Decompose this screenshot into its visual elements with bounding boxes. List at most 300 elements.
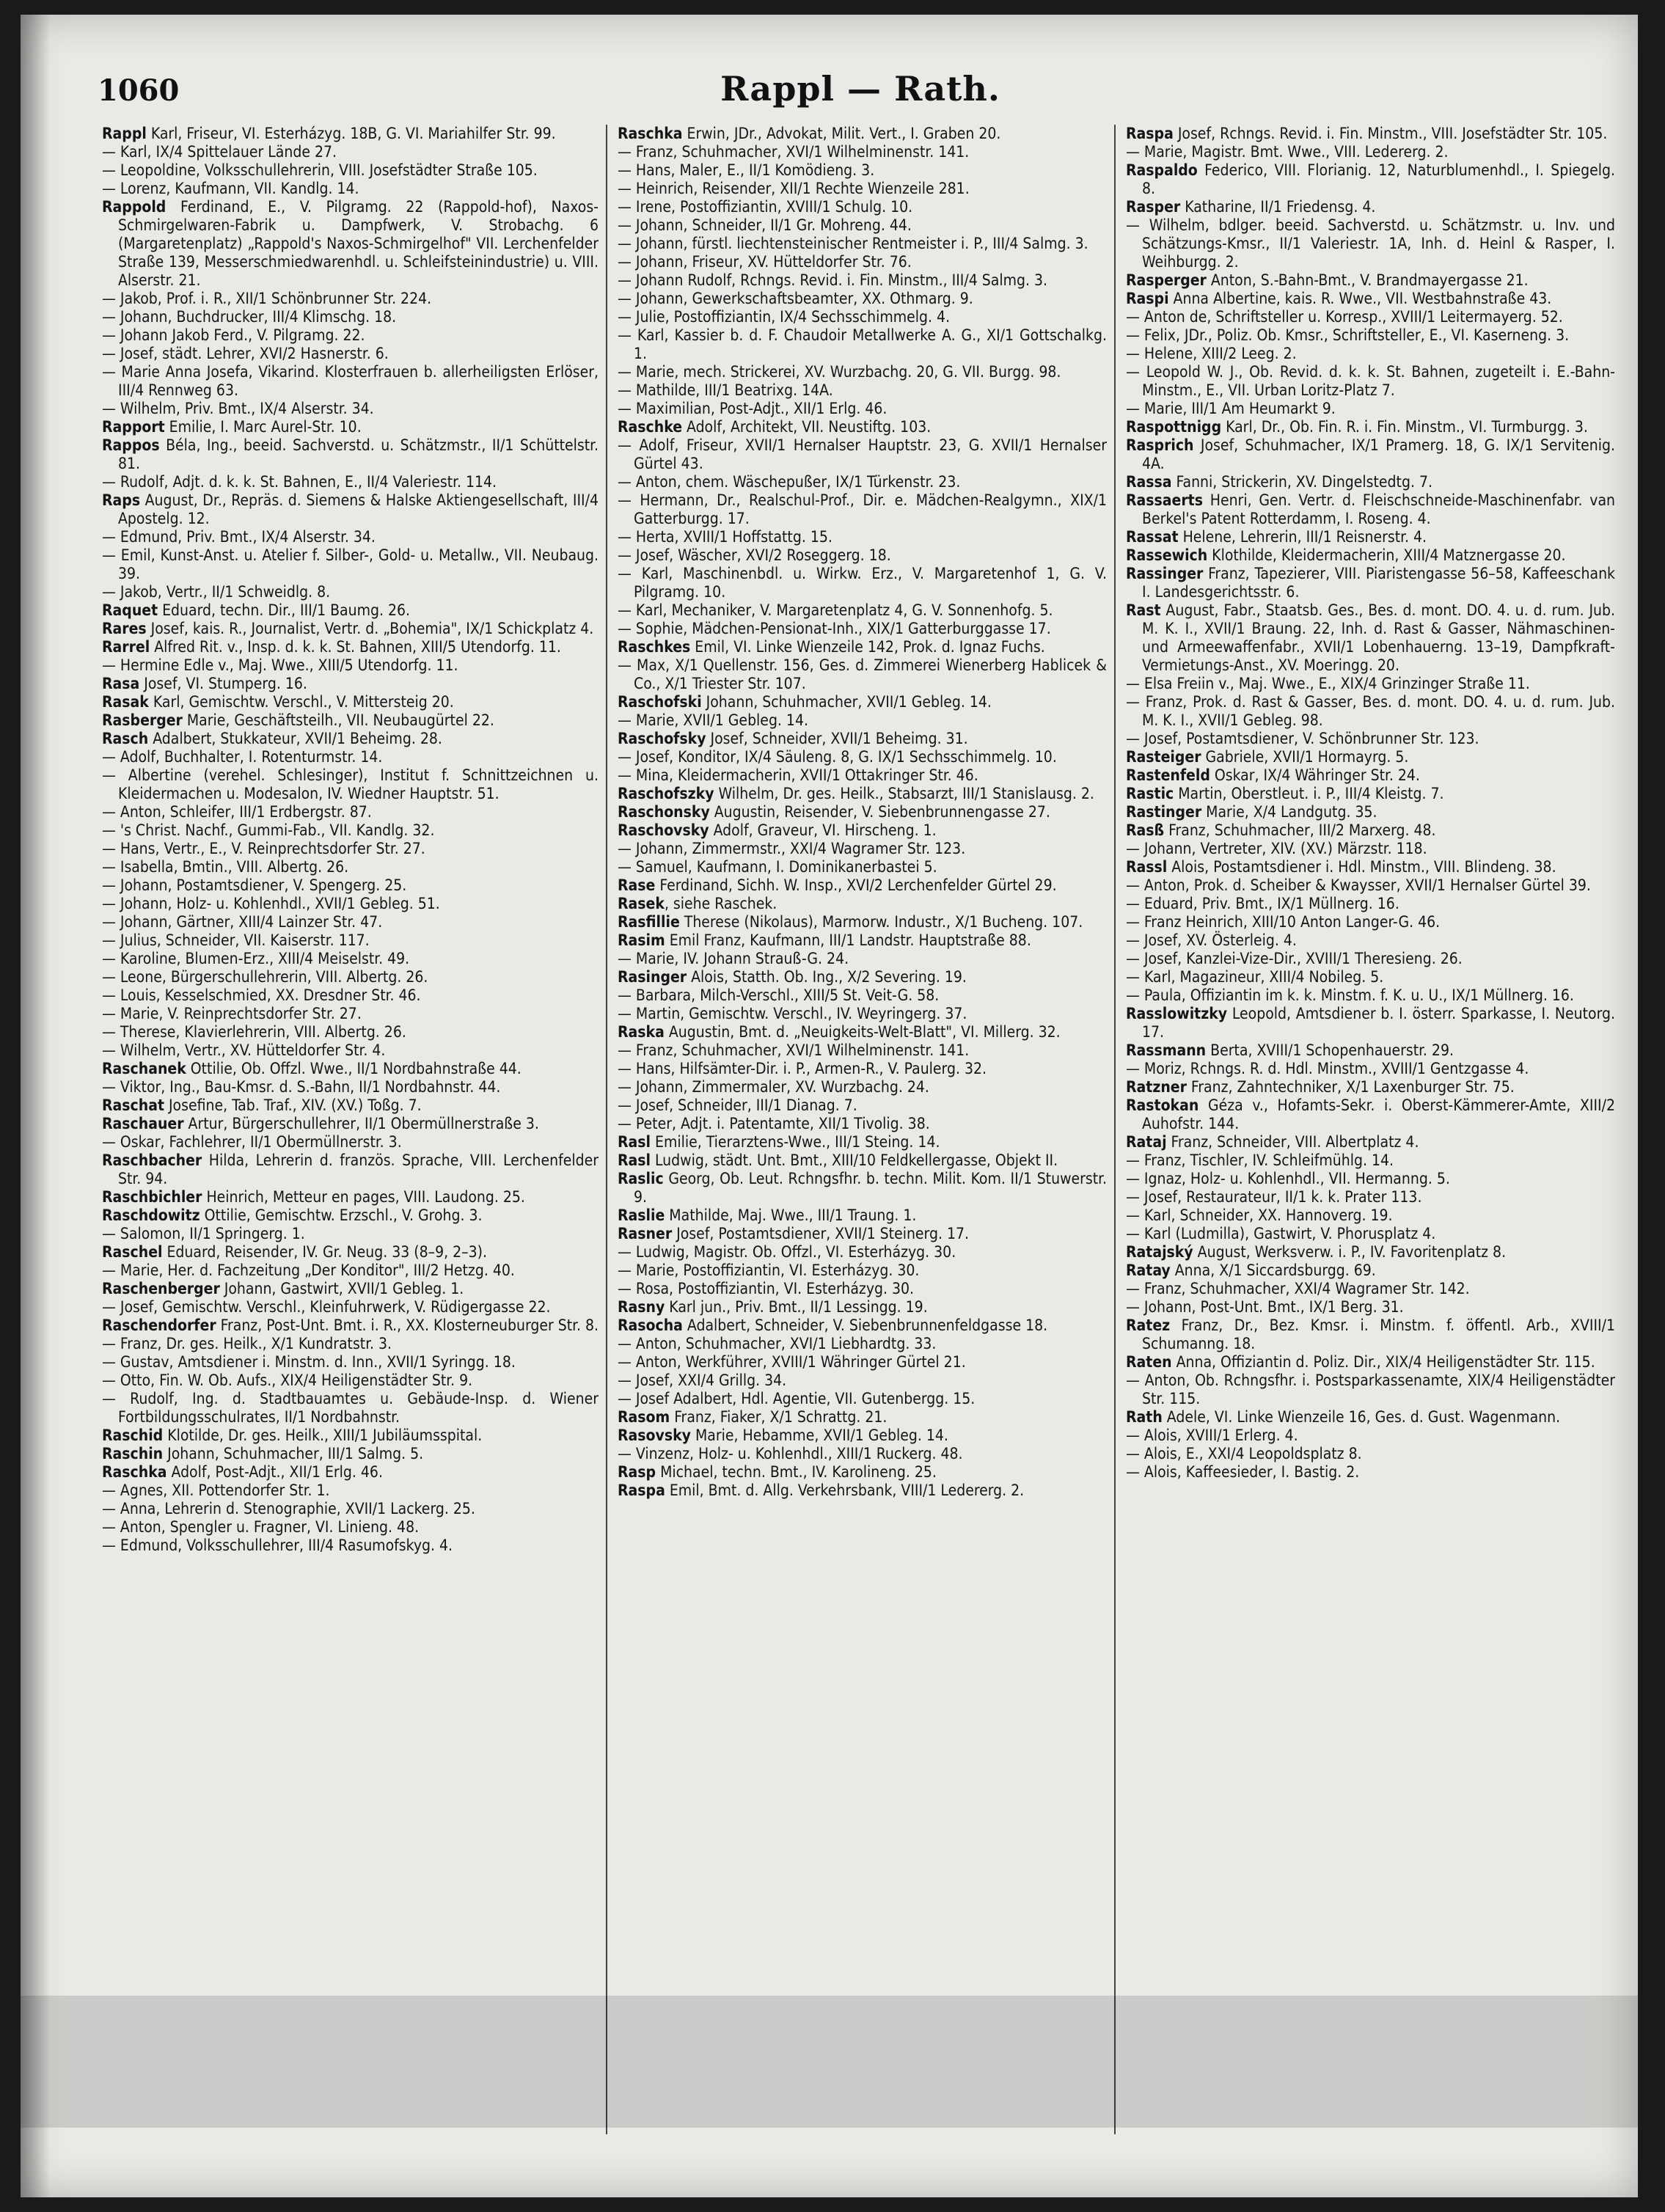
entry-headword: Rasak <box>102 693 149 711</box>
entry-headword: Raschovsky <box>618 821 709 839</box>
directory-entry <box>102 1261 599 1280</box>
entry-text: Fanni, Strickerin, XV. Dingelstedtg. 7. <box>1171 473 1432 491</box>
entry-headword: Rasteiger <box>1126 748 1201 766</box>
entry-headword: Rasß <box>1126 821 1165 839</box>
entry-text: — Mathilde, III/1 Beatrixg. 14A. <box>618 381 833 399</box>
directory-entry <box>102 913 599 931</box>
entry-text: Josef, Schneider, XVII/1 Beheimg. 31. <box>706 730 968 747</box>
directory-entry <box>102 1482 599 1500</box>
entry-text: — Josef, XXI/4 Grillg. 34. <box>618 1371 787 1389</box>
directory-entry <box>1126 308 1615 326</box>
entry-text: — Josef, Konditor, IX/4 Säuleng. 8, G. IX/1 Sechsschimmelg. 10. <box>618 748 1057 766</box>
directory-entry <box>618 436 1107 473</box>
entry-text: — Eduard, Priv. Bmt., IX/1 Müllnerg. 16. <box>1126 895 1399 912</box>
entry-text: Marie, X/4 Landgutg. 35. <box>1201 803 1377 821</box>
entry-text: — Franz Heinrich, XIII/10 Anton Langer-G. 46. <box>1126 913 1441 931</box>
directory-entry <box>1126 1371 1615 1408</box>
entry-headword: Rastinger <box>1126 803 1202 821</box>
entry-text: — Karl, Magazineur, XIII/4 Nobileg. 5. <box>1126 968 1384 986</box>
entry-text: — Karl, Kassier b. d. F. Chaudoir Metallwerke A. G., XI/1 Gottschalkg. 1. <box>618 326 1107 362</box>
directory-entry <box>1126 785 1615 803</box>
directory-entry <box>1126 840 1615 858</box>
entry-text: — Albertine (verehel. Schlesinger), Institut f. Schnittzeichnen u. Kleidermachen u. Modesalon, IV. Wiedner Hauptstr. 51. <box>102 766 599 802</box>
directory-entry <box>618 1390 1107 1408</box>
directory-entry <box>618 1427 1107 1445</box>
entry-headword: Rassa <box>1126 473 1172 491</box>
entry-text: — Wilhelm, Vertr., XV. Hütteldorfer Str. 4. <box>102 1041 386 1059</box>
entry-text: Franz, Post-Unt. Bmt. i. R., XX. Klosterneuburger Str. 8. <box>216 1316 599 1334</box>
entry-headword: Ratez <box>1126 1316 1171 1334</box>
directory-entry <box>618 1408 1107 1427</box>
directory-entry <box>1126 1463 1615 1482</box>
entry-text: — Wilhelm, Priv. Bmt., IX/4 Alserstr. 34. <box>102 400 374 417</box>
directory-entry <box>102 308 599 326</box>
entry-text: — Josef, Wäscher, XVI/2 Roseggerg. 18. <box>618 546 891 564</box>
entry-text: — Therese, Klavierlehrerin, VIII. Albertg. 26. <box>102 1023 406 1041</box>
entry-headword: Raten <box>1126 1353 1172 1371</box>
directory-entry <box>102 766 599 803</box>
entry-headword: Rasocha <box>618 1316 683 1334</box>
entry-headword: Rasperger <box>1126 271 1207 289</box>
directory-entry <box>102 638 599 656</box>
entry-text: Franz, Schuhmacher, III/2 Marxerg. 48. <box>1164 821 1436 839</box>
entry-text: — Franz, Prok. d. Rast & Gasser, Bes. d. mont. DO. 4. u. d. rum. Jub. M. K. I., XVII/1 Gebleg. 98. <box>1126 693 1615 729</box>
directory-entry <box>1126 858 1615 876</box>
entry-text: — Johann, Gewerkschaftsbeamter, XX. Othmarg. 9. <box>618 290 973 307</box>
directory-entry <box>618 620 1107 638</box>
entry-text: — Paula, Offiziantin im k. k. Minstm. f. K. u. U., IX/1 Müllnerg. 16. <box>1126 986 1574 1004</box>
directory-entry <box>618 730 1107 748</box>
entry-text: — Josef, Postamtsdiener, V. Schönbrunner Str. 123. <box>1126 730 1479 747</box>
entry-text: Helene, Lehrerin, III/1 Reisnerstr. 4. <box>1178 528 1427 546</box>
entry-text: — Vinzenz, Holz- u. Kohlenhdl., XIII/1 Ruckerg. 48. <box>618 1445 963 1462</box>
entry-text: — Jakob, Prof. i. R., XII/1 Schönbrunner Str. 224. <box>102 290 432 307</box>
entry-text: — Franz, Dr. ges. Heilk., X/1 Kundratstr. 3. <box>102 1335 392 1352</box>
entry-text: — Anton, Schleifer, III/1 Erdbergstr. 87. <box>102 803 372 821</box>
entry-text: — Leopoldine, Volksschullehrerin, VIII. Josefstädter Straße 105. <box>102 161 538 179</box>
entry-headword: Rasl <box>618 1151 651 1169</box>
directory-entry <box>618 565 1107 601</box>
entry-text: Alfred Rit. v., Insp. d. k. k. St. Bahnen, XIII/5 Utendorfg. 11. <box>150 638 561 656</box>
entry-headword: Rase <box>618 876 656 894</box>
directory-entry <box>102 1518 599 1537</box>
running-head: Rappl — Rath. <box>720 69 1000 109</box>
entry-text: Béla, Ing., beeid. Sachverstd. u. Schätzmstr., II/1 Schüttelstr. 81. <box>118 436 599 472</box>
directory-entry <box>102 491 599 528</box>
entry-text: Martin, Oberstleut. i. P., III/4 Kleistg. 7. <box>1174 785 1444 802</box>
directory-entry <box>102 1188 599 1206</box>
entry-text: — Hans, Hilfsämter-Dir. i. P., Armen-R., V. Paulerg. 32. <box>618 1060 987 1077</box>
entry-text: Alois, Statth. Ob. Ing., X/2 Severing. 19. <box>687 968 967 986</box>
entry-text: — Julius, Schneider, VII. Kaiserstr. 117. <box>102 931 370 949</box>
entry-text: — Alois, Kaffeesieder, I. Bastig. 2. <box>1126 1463 1360 1481</box>
directory-entry <box>102 1225 599 1243</box>
directory-entry <box>1126 803 1615 821</box>
directory-entry <box>618 198 1107 216</box>
entry-text: — Edmund, Volksschullehrer, III/4 Rasumofskyg. 4. <box>102 1537 453 1554</box>
entry-text: Erwin, JDr., Advokat, Milit. Vert., I. Graben 20. <box>682 125 1001 142</box>
directory-entry <box>1126 1096 1615 1133</box>
entry-text: — Hans, Vertr., E., V. Reinprechtsdorfer Str. 27. <box>102 840 425 857</box>
entry-headword: Raschendorfer <box>102 1316 216 1334</box>
entry-headword: Rappl <box>102 125 147 142</box>
directory-entry <box>102 1041 599 1060</box>
entry-text: — 's Christ. Nachf., Gummi-Fab., VII. Kandlg. 32. <box>102 821 435 839</box>
entry-headword: Raschdowitz <box>102 1206 200 1224</box>
entry-headword: Rasfillie <box>618 913 680 931</box>
directory-entry <box>102 473 599 491</box>
directory-entry <box>1126 1170 1615 1188</box>
entry-text: — Josef Adalbert, Hdl. Agentie, VII. Gutenbergg. 15. <box>618 1390 976 1407</box>
entry-text: Marie, Geschäftsteilh., VII. Neubaugürtel 22. <box>182 711 494 729</box>
entry-text: Ottilie, Gemischtw. Erzschl., V. Grohg. 3. <box>200 1206 483 1224</box>
directory-entry <box>1126 876 1615 895</box>
entry-text: Federico, VIII. Florianig. 12, Naturblumenhdl., I. Spiegelg. 8. <box>1142 161 1615 197</box>
entry-text: — Johann Jakob Ferd., V. Pilgramg. 22. <box>102 326 365 344</box>
directory-entry <box>102 675 599 693</box>
entry-text: Klothilde, Kleidermacherin, XIII/4 Matznergasse 20. <box>1207 546 1566 564</box>
entry-text: — Ignaz, Holz- u. Kohlenhdl., VII. Hermanng. 5. <box>1126 1170 1450 1187</box>
directory-entry <box>102 601 599 620</box>
directory-entry <box>618 821 1107 840</box>
entry-text: Adalbert, Stukkateur, XVII/1 Beheimg. 28. <box>148 730 442 747</box>
entry-text: Mathilde, Maj. Wwe., III/1 Traung. 1. <box>665 1206 917 1224</box>
entry-text: — Karl, Mechaniker, V. Margaretenplatz 4, G. V. Sonnenhofg. 5. <box>618 601 1053 619</box>
directory-entry <box>618 656 1107 693</box>
entry-text: Eduard, Reisender, IV. Gr. Neug. 33 (8–9, 2–3). <box>162 1243 487 1261</box>
entry-text: — Hermine Edle v., Maj. Wwe., XIII/5 Utendorfg. 11. <box>102 656 458 674</box>
entry-text: Ottilie, Ob. Offzl. Wwe., II/1 Nordbahnstraße 44. <box>186 1060 522 1077</box>
directory-page <box>21 15 1638 2197</box>
entry-headword: Rasper <box>1126 198 1181 216</box>
entry-text: — Marie, Her. d. Fachzeitung „Der Konditor", III/2 Hetzg. 40. <box>102 1261 515 1279</box>
entry-headword: Rasa <box>102 675 140 692</box>
entry-text: Franz, Tapezierer, VIII. Piaristengasse 56–58, Kaffeeschank I. Landesgerichtsstr. 6. <box>1142 565 1615 601</box>
entry-text: — Max, X/1 Quellenstr. 156, Ges. d. Zimmerei Wienerberg Hablicek & Co., X/1 Triester Str. 107. <box>618 656 1107 692</box>
directory-entry <box>1126 198 1615 216</box>
directory-entry <box>102 1445 599 1463</box>
entry-text: — Karl, IX/4 Spittelauer Lände 27. <box>102 143 337 161</box>
entry-text: Josef, Schuhmacher, IX/1 Pramerg. 18, G. IX/1 Servitenig. 4A. <box>1142 436 1615 472</box>
directory-entry <box>1126 1408 1615 1427</box>
directory-entry <box>102 418 599 436</box>
entry-text: — Anton, Ob. Rchngsfhr. i. Postsparkassenamte, XIX/4 Heiligenstädter Str. 115. <box>1126 1371 1615 1407</box>
entry-text: — Edmund, Priv. Bmt., IX/4 Alserstr. 34. <box>102 528 376 546</box>
entry-text: Michael, techn. Bmt., IV. Karolineng. 25. <box>656 1463 937 1481</box>
directory-entry <box>1126 601 1615 675</box>
directory-entry <box>1126 143 1615 161</box>
entry-headword: Raschauer <box>102 1115 184 1132</box>
directory-entry <box>102 1096 599 1115</box>
entry-headword: Rasch <box>102 730 149 747</box>
entry-text: Johann, Schuhmacher, III/1 Salmg. 5. <box>163 1445 424 1462</box>
directory-entry <box>102 1390 599 1427</box>
entry-text: — Gustav, Amtsdiener i. Minstm. d. Inn., XVII/1 Syringg. 18. <box>102 1353 516 1371</box>
entry-text: Adolf, Architekt, VII. Neustiftg. 103. <box>682 418 932 436</box>
directory-entry <box>618 803 1107 821</box>
entry-text: — Anton, Werkführer, XVIII/1 Währinger Gürtel 21. <box>618 1353 966 1371</box>
entry-text: — Hermann, Dr., Realschul-Prof., Dir. e. Mädchen-Realgymn., XIX/1 Gatterburgg. 17. <box>618 491 1107 527</box>
entry-text: — Leopold W. J., Ob. Revid. d. k. k. St. Bahnen, zugeteilt i. E.-Bahn-Minstm., E., VII. Urban Loritz-Platz 7. <box>1126 363 1615 399</box>
directory-entry <box>102 1115 599 1133</box>
entry-text: — Franz, Schuhmacher, XVI/1 Wilhelminenstr. 141. <box>618 1041 970 1059</box>
entry-text: — Oskar, Fachlehrer, II/1 Obermüllnerstr. 3. <box>102 1133 402 1151</box>
entry-text: Alois, Postamtsdiener i. Hdl. Minstm., VIII. Blindeng. 38. <box>1167 858 1556 876</box>
entry-headword: Rasslowitzky <box>1126 1005 1228 1022</box>
entry-headword: Rassl <box>1126 858 1168 876</box>
entry-text: Augustin, Bmt. d. „Neuigkeits-Welt-Blatt", VI. Millerg. 32. <box>664 1023 1061 1041</box>
directory-entry <box>102 895 599 913</box>
directory-entry <box>1126 565 1615 601</box>
entry-text: Franz, Zahntechniker, X/1 Laxenburger Str. 75. <box>1186 1078 1515 1096</box>
entry-text: Emil, VI. Linke Wienzeile 142, Prok. d. Ignaz Fuchs. <box>690 638 1045 656</box>
entry-text: — Alois, E., XXI/4 Leopoldsplatz 8. <box>1126 1445 1362 1462</box>
directory-entry <box>1126 986 1615 1005</box>
directory-entry <box>102 748 599 766</box>
entry-headword: Rasinger <box>618 968 687 986</box>
entry-columns <box>98 125 1623 2134</box>
directory-entry <box>1126 363 1615 400</box>
directory-entry <box>1126 1041 1615 1060</box>
entry-text: Adolf, Post-Adjt., XII/1 Erlg. 46. <box>166 1463 383 1481</box>
directory-entry <box>102 711 599 730</box>
entry-headword: Rarrel <box>102 638 150 656</box>
entry-headword: Rasom <box>618 1408 670 1426</box>
directory-entry <box>102 1371 599 1390</box>
entry-text: — Anton de, Schriftsteller u. Korresp., XVIII/1 Leitermayerg. 52. <box>1126 308 1563 326</box>
entry-text: — Karl, Maschinenbdl. u. Wirkw. Erz., V. Margaretenhof 1, G. V. Pilgramg. 10. <box>618 565 1107 601</box>
directory-entry <box>618 253 1107 271</box>
directory-entry <box>1126 326 1615 345</box>
entry-headword: Raschenberger <box>102 1280 220 1297</box>
directory-entry <box>1126 1188 1615 1206</box>
directory-entry <box>102 1298 599 1316</box>
page-number: 1060 <box>98 73 180 108</box>
directory-entry <box>1126 730 1615 748</box>
entry-text: — Adolf, Friseur, XVII/1 Hernalser Hauptstr. 23, G. XVII/1 Hernalser Gürtel 43. <box>618 436 1107 472</box>
directory-entry <box>1126 748 1615 766</box>
entry-headword: Raschkes <box>618 638 691 656</box>
directory-entry <box>618 1280 1107 1298</box>
entry-headword: Raspaldo <box>1126 161 1198 179</box>
directory-entry <box>102 1463 599 1482</box>
directory-entry <box>102 1500 599 1518</box>
directory-entry <box>618 1243 1107 1261</box>
entry-text: Anna Albertine, kais. R. Wwe., VII. Westbahnstraße 43. <box>1168 290 1552 307</box>
entry-headword: Rastokan <box>1126 1096 1199 1114</box>
directory-entry <box>1126 491 1615 528</box>
directory-entry <box>102 583 599 601</box>
directory-entry <box>618 491 1107 528</box>
entry-headword: Rassmann <box>1126 1041 1207 1059</box>
directory-entry <box>102 656 599 675</box>
entry-text: Karl, Friseur, VI. Esterházyg. 18B, G. VI. Mariahilfer Str. 99. <box>146 125 556 142</box>
entry-text: — Franz, Schuhmacher, XVI/1 Wilhelminenstr. 141. <box>618 143 970 161</box>
entry-headword: Raschofski <box>618 693 702 711</box>
entry-text: Henri, Gen. Vertr. d. Fleischschneide-Maschinenfabr. van Berkel's Patent Rotterdamm, I. Roseng. 4. <box>1142 491 1615 527</box>
directory-entry <box>102 620 599 638</box>
directory-entry <box>102 1335 599 1353</box>
entry-headword: Raspi <box>1126 290 1169 307</box>
directory-entry <box>618 986 1107 1005</box>
entry-text: Adele, VI. Linke Wienzeile 16, Ges. d. Gust. Wagenmann. <box>1162 1408 1561 1426</box>
entry-headword: Raspa <box>1126 125 1174 142</box>
entry-headword: Rappold <box>102 198 166 216</box>
entry-text: — Josef, Gemischtw. Verschl., Kleinfuhrwerk, V. Rüdigergasse 22. <box>102 1298 551 1316</box>
entry-text: — Franz, Schuhmacher, XXI/4 Wagramer Str. 142. <box>1126 1280 1470 1297</box>
directory-entry <box>1126 546 1615 565</box>
directory-entry <box>1126 1005 1615 1041</box>
entry-text: — Louis, Kesselschmied, XX. Dresdner Str. 46. <box>102 986 421 1004</box>
directory-entry <box>618 125 1107 143</box>
entry-text: — Samuel, Kaufmann, I. Dominikanerbastei 5. <box>618 858 937 876</box>
entry-text: Emil, Bmt. d. Allg. Verkehrsbank, VIII/1 Ledererg. 2. <box>665 1482 1025 1499</box>
entry-headword: Rassewich <box>1126 546 1208 564</box>
directory-entry <box>1126 345 1615 363</box>
directory-entry <box>618 363 1107 381</box>
directory-entry <box>102 1023 599 1041</box>
scan-edge-shadow <box>21 15 50 2197</box>
directory-entry <box>102 1427 599 1445</box>
directory-entry <box>102 1353 599 1371</box>
entry-text: — Agnes, XII. Pottendorfer Str. 1. <box>102 1482 330 1499</box>
directory-entry <box>102 290 599 308</box>
entry-text: — Helene, XIII/2 Leeg. 2. <box>1126 345 1297 362</box>
entry-text: Hilda, Lehrerin d. französ. Sprache, VIII. Lerchenfelder Str. 94. <box>118 1151 599 1187</box>
directory-entry <box>1126 821 1615 840</box>
directory-entry <box>618 180 1107 198</box>
entry-headword: Raschat <box>102 1096 164 1114</box>
entry-headword: Rassaerts <box>1126 491 1203 509</box>
entry-text: — Isabella, Bmtin., VIII. Albertg. 26. <box>102 858 349 876</box>
directory-entry <box>1126 271 1615 290</box>
entry-text: — Josef, städt. Lehrer, XVI/2 Hasnerstr. 6. <box>102 345 389 362</box>
entry-text: Gabriele, XVII/1 Hormayrg. 5. <box>1201 748 1409 766</box>
directory-entry <box>618 1261 1107 1280</box>
entry-headword: Rasp <box>618 1463 656 1481</box>
entry-headword: Rapport <box>102 418 165 436</box>
entry-text: Oskar, IX/4 Währinger Str. 24. <box>1210 766 1420 784</box>
entry-headword: Raschofszky <box>618 785 714 802</box>
entry-text: Berta, XVIII/1 Schopenhauerstr. 29. <box>1206 1041 1454 1059</box>
entry-text: — Ludwig, Magistr. Ob. Offzl., VI. Esterházyg. 30. <box>618 1243 956 1261</box>
directory-entry <box>102 400 599 418</box>
directory-entry <box>1126 1261 1615 1280</box>
directory-entry <box>1126 1206 1615 1225</box>
directory-entry <box>1126 766 1615 785</box>
entry-headword: Raschka <box>618 125 683 142</box>
entry-text: — Johann, Zimmermstr., XXI/4 Wagramer Str. 123. <box>618 840 966 857</box>
entry-text: — Marie, V. Reinprechtsdorfer Str. 27. <box>102 1005 362 1022</box>
entry-headword: Rasberger <box>102 711 183 729</box>
entry-text: , siehe Raschek. <box>664 895 777 912</box>
entry-headword: Raspottnigg <box>1126 418 1222 436</box>
entry-text: — Rosa, Postoffiziantin, VI. Esterházyg. 30. <box>618 1280 915 1297</box>
directory-entry <box>102 803 599 821</box>
column-2 <box>606 125 1114 2134</box>
entry-text: — Heinrich, Reisender, XII/1 Rechte Wienzeile 281. <box>618 180 970 197</box>
entry-text: — Johann, Gärtner, XIII/4 Lainzer Str. 47. <box>102 913 383 931</box>
entry-headword: Rasl <box>618 1133 651 1151</box>
entry-text: — Johann, Vertreter, XIV. (XV.) Märzstr. 118. <box>1126 840 1427 857</box>
directory-entry <box>1126 528 1615 546</box>
directory-entry <box>618 528 1107 546</box>
entry-text: Leopold, Amtsdiener b. I. österr. Sparkasse, I. Neutorg. 17. <box>1142 1005 1615 1041</box>
entry-text: — Emil, Kunst-Anst. u. Atelier f. Silber-, Gold- u. Metallw., VII. Neubaug. 39. <box>102 546 599 582</box>
entry-text: Géza v., Hofamts-Sekr. i. Oberst-Kämmerer-Amte, XIII/2 Auhofstr. 144. <box>1142 1096 1615 1132</box>
directory-entry <box>1126 913 1615 931</box>
entry-text: Therese (Nikolaus), Marmorw. Industr., X/1 Bucheng. 107. <box>679 913 1083 931</box>
entry-text: — Alois, XVIII/1 Erlerg. 4. <box>1126 1427 1298 1444</box>
entry-text: — Johann, fürstl. liechtensteinischer Rentmeister i. P., III/4 Salmg. 3. <box>618 235 1088 252</box>
entry-text: — Adolf, Buchhalter, I. Rotenturmstr. 14. <box>102 748 383 766</box>
directory-entry <box>102 345 599 363</box>
directory-entry <box>618 418 1107 436</box>
entry-text: — Julie, Postoffiziantin, IX/4 Sechsschimmelg. 4. <box>618 308 951 326</box>
entry-headword: Raska <box>618 1023 665 1041</box>
directory-entry <box>102 858 599 876</box>
entry-headword: Raschanek <box>102 1060 186 1077</box>
entry-text: — Otto, Fin. W. Ob. Aufs., XIX/4 Heiligenstädter Str. 9. <box>102 1371 473 1389</box>
directory-entry <box>618 711 1107 730</box>
directory-entry <box>102 161 599 180</box>
entry-text: — Marie Anna Josefa, Vikarind. Klosterfrauen b. allerheiligsten Erlöser, III/4 Rennweg 63. <box>102 363 599 399</box>
entry-text: — Anton, chem. Wäschepußer, IX/1 Türkenstr. 23. <box>618 473 961 491</box>
entry-text: — Sophie, Mädchen-Pensionat-Inh., XIX/1 Gatterburggasse 17. <box>618 620 1051 637</box>
directory-entry <box>618 1298 1107 1316</box>
entry-text: — Marie, Postoffiziantin, VI. Esterházyg. 30. <box>618 1261 920 1279</box>
directory-entry <box>618 968 1107 986</box>
directory-entry <box>1126 1133 1615 1151</box>
directory-entry <box>618 1151 1107 1170</box>
entry-text: Franz, Dr., Bez. Kmsr. i. Minstm. f. öffentl. Arb., XVIII/1 Schumanng. 18. <box>1142 1316 1615 1352</box>
entry-text: — Anton, Schuhmacher, XVI/1 Liebhardtg. 33. <box>618 1335 937 1352</box>
directory-entry <box>1126 1427 1615 1445</box>
directory-entry <box>102 198 599 290</box>
directory-entry <box>1126 895 1615 913</box>
entry-text: Heinrich, Metteur en pages, VIII. Laudong. 25. <box>202 1188 525 1206</box>
entry-text: Karl, Gemischtw. Verschl., V. Mittersteig 20. <box>148 693 454 711</box>
entry-text: — Karoline, Blumen-Erz., XIII/4 Meiselstr. 49. <box>102 950 410 967</box>
entry-headword: Raquet <box>102 601 158 619</box>
directory-entry <box>102 968 599 986</box>
directory-entry <box>102 950 599 968</box>
entry-headword: Raschbichler <box>102 1188 202 1206</box>
entry-text: — Johann, Post-Unt. Bmt., IX/1 Berg. 31. <box>1126 1298 1404 1316</box>
directory-entry <box>102 840 599 858</box>
directory-entry <box>102 876 599 895</box>
entry-text: August, Werksverw. i. P., IV. Favoritenplatz 8. <box>1193 1243 1507 1261</box>
directory-entry <box>618 913 1107 931</box>
directory-entry <box>618 638 1107 656</box>
directory-entry <box>618 1060 1107 1078</box>
directory-entry <box>102 1078 599 1096</box>
entry-text: — Rudolf, Adjt. d. k. k. St. Bahnen, E., II/4 Valeriestr. 114. <box>102 473 497 491</box>
entry-headword: Raschbacher <box>102 1151 202 1169</box>
entry-headword: Ratay <box>1126 1261 1171 1279</box>
entry-text: — Anna, Lehrerin d. Stenographie, XVII/1 Lackerg. 25. <box>102 1500 475 1517</box>
directory-entry <box>102 125 599 143</box>
entry-text: — Barbara, Milch-Verschl., XIII/5 St. Veit-G. 58. <box>618 986 940 1004</box>
directory-entry <box>102 1005 599 1023</box>
entry-text: — Franz, Tischler, IV. Schleifmühlg. 14. <box>1126 1151 1394 1169</box>
entry-text: — Leone, Bürgerschullehrerin, VIII. Albertg. 26. <box>102 968 428 986</box>
entry-text: — Peter, Adjt. i. Patentamte, XII/1 Tivolig. 38. <box>618 1115 930 1132</box>
directory-entry <box>102 528 599 546</box>
directory-entry <box>102 180 599 198</box>
entry-headword: Raschonsky <box>618 803 710 821</box>
entry-text: Franz, Fiaker, X/1 Schrattg. 21. <box>670 1408 888 1426</box>
